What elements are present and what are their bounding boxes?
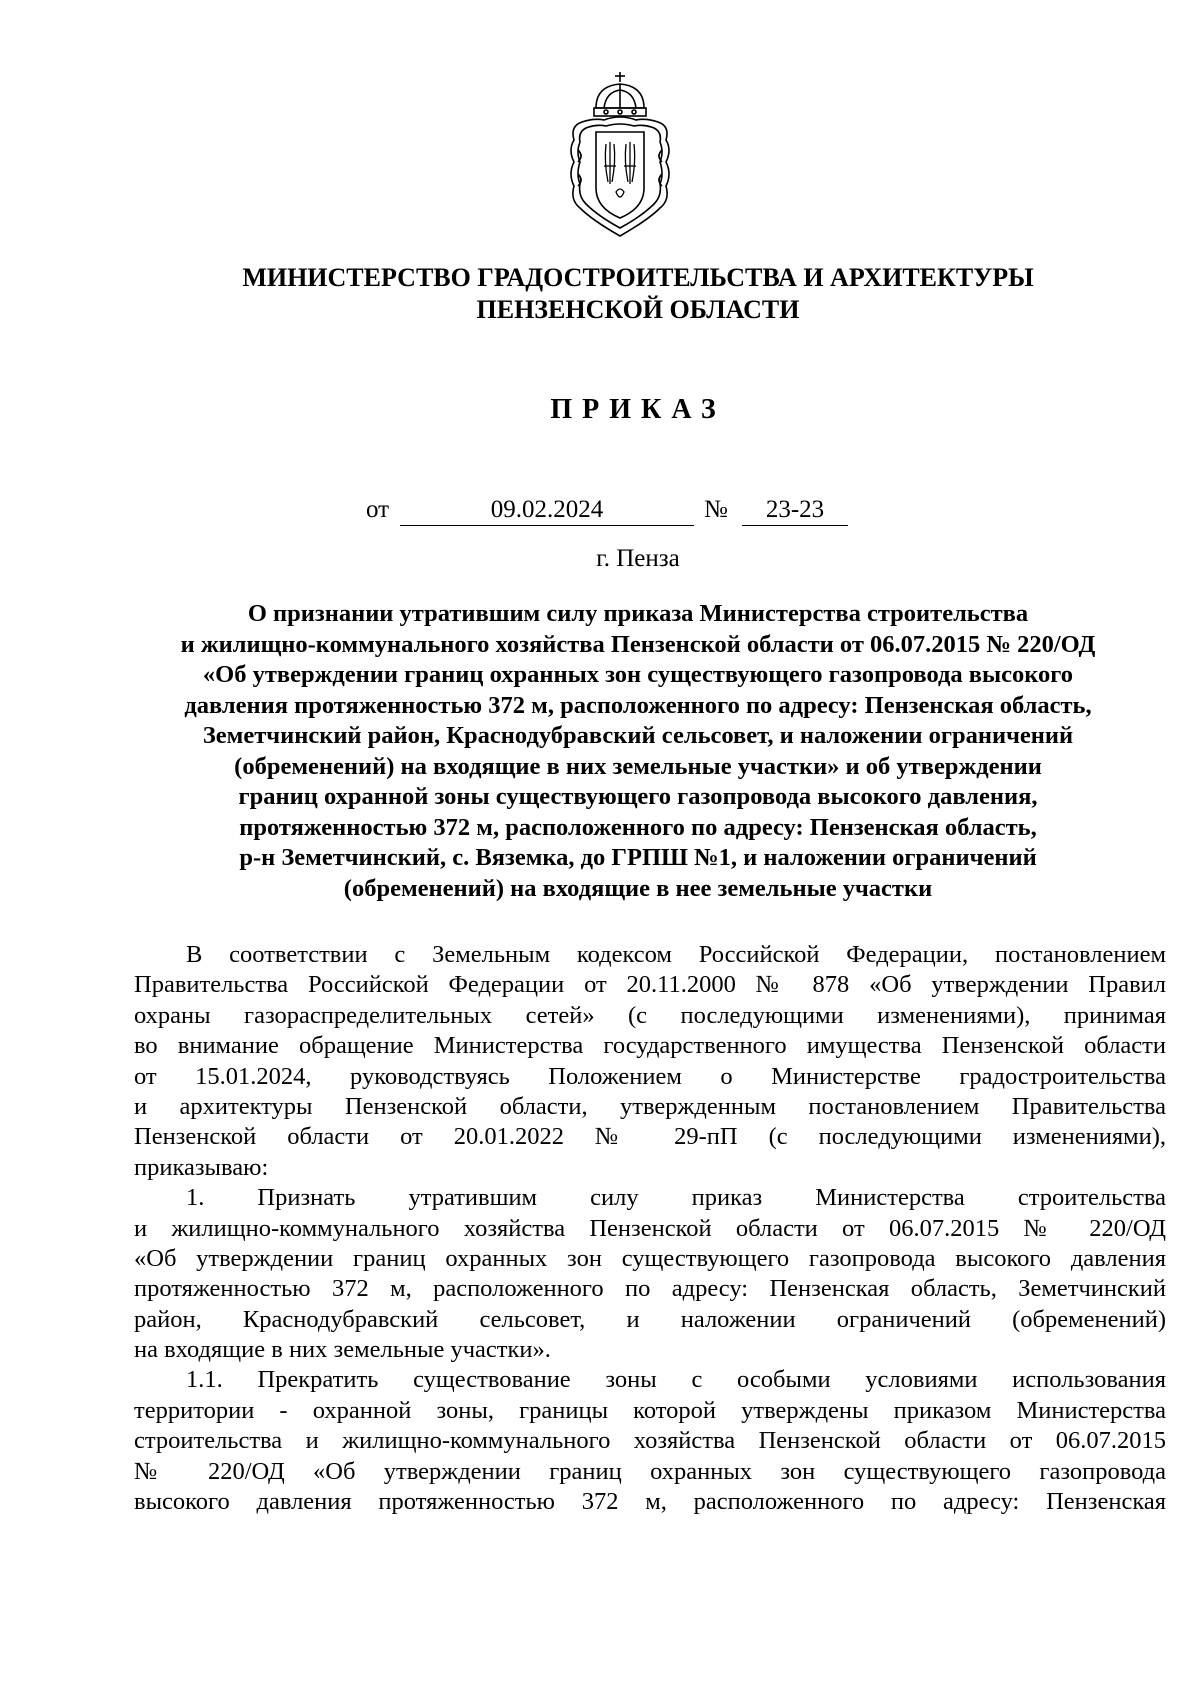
body-line: высокого давления протяженностью 372 м, расположенного по адресу: Пензенская [134, 1488, 1166, 1516]
ministry-name [0, 262, 1200, 326]
subject-line: и жилищно-коммунального хозяйства Пензенской области от 06.07.2015 № 220/ОД [180, 630, 1096, 658]
subject-line: «Об утверждении границ охранных зон существующего газопровода высокого [202, 661, 1074, 688]
body-line: протяженностью 372 м, расположенного по адресу: Пензенская область, Земетчинский [134, 1275, 1166, 1303]
body-line: территории - охранной зоны, границы которой утверждены приказом Министерства [134, 1396, 1166, 1424]
subject-line: р-н Земетчинский, с. Вяземка, до ГРПШ №1, и наложении ограничений [239, 844, 1037, 871]
subject-line: (обременений) на входящие в нее земельные участки [343, 874, 933, 902]
body-line: Пензенской области от 20.01.2022 № 29-пП (с последующими изменениями), [134, 1123, 1166, 1151]
subject-line: Земетчинский район, Краснодубравский сельсовет, и наложении ограничений [202, 722, 1074, 749]
body-line: 1. Признать утратившим силу приказ Министерства строительства [186, 1184, 1166, 1212]
subject-line: протяженностью 372 м, расположенного по адресу: Пензенская область, [239, 813, 1037, 841]
subject-line: (обременений) на входящие в них земельные участки» и об утверждении [234, 752, 1042, 780]
body-line: охраны газораспределительных сетей» (с последующими изменениями), принимая [134, 1001, 1166, 1029]
body-line: 1.1. Прекратить существование зоны с особыми условиями использования [186, 1366, 1166, 1394]
document-type-title: ПРИКАЗ [550, 394, 726, 425]
body-line: № 220/ОД «Об утверждении границ охранных зон существующего газопровода [134, 1457, 1166, 1485]
order-date: 09.02.2024 [400, 495, 694, 526]
number-label: № [704, 496, 728, 523]
body-line: В соответствии с Земельным кодексом Российской Федерации, постановлением [186, 941, 1166, 968]
ministry-name-line-2: ПЕНЗЕНСКОЙ ОБЛАСТИ [476, 295, 800, 324]
order-body [134, 940, 1166, 1517]
coat-of-arms-icon [566, 70, 674, 240]
body-line: «Об утверждении границ охранных зон существующего газопровода высокого давления [134, 1244, 1166, 1272]
body-line: приказываю: [134, 1153, 269, 1181]
body-line: и жилищно-коммунального хозяйства Пензенской области от 06.07.2015 № 220/ОД [134, 1214, 1166, 1242]
ministry-name-line-1: МИНИСТЕРСТВО ГРАДОСТРОИТЕЛЬСТВА И АРХИТЕКТУРЫ [242, 263, 1034, 292]
body-line: от 15.01.2024, руководствуясь Положением о Министерстве градостроительства [134, 1062, 1166, 1090]
subject-line: О признании утратившим силу приказа Министерства строительства [247, 600, 1029, 627]
body-line: район, Краснодубравский сельсовет, и наложении ограничений (обременений) [134, 1305, 1166, 1333]
body-line: строительства и жилищно-коммунального хозяйства Пензенской области от 06.07.2015 [134, 1427, 1166, 1455]
body-line: во внимание обращение Министерства государственного имущества Пензенской области [134, 1032, 1166, 1060]
body-line: на входящие в них земельные участки». [134, 1336, 551, 1364]
body-line: Правительства Российской Федерации от 20.11.2000 № 878 «Об утверждении Правил [134, 971, 1166, 999]
subject-line: давления протяженностью 372 м, расположенного по адресу: Пензенская область, [184, 691, 1092, 719]
date-label: от [366, 496, 390, 523]
subject-line: границ охранной зоны существующего газопровода высокого давления, [238, 783, 1038, 810]
body-line: и архитектуры Пензенской области, утвержденным постановлением Правительства [134, 1092, 1166, 1120]
order-number: 23-23 [742, 495, 848, 526]
issue-city: г. Пенза [596, 545, 680, 572]
order-subject [110, 599, 1166, 904]
